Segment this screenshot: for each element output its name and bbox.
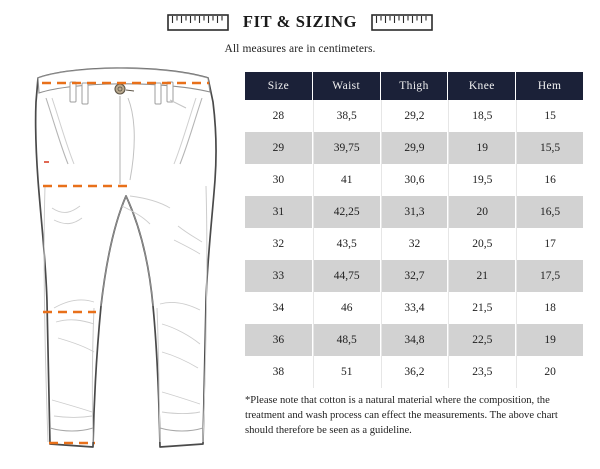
column-header-thigh: Thigh (381, 72, 448, 100)
cell-knee: 19 (448, 132, 515, 164)
column-header-size: Size (245, 72, 312, 100)
cell-size: 33 (245, 260, 312, 292)
cell-hem: 20 (516, 356, 583, 388)
cell-knee: 22,5 (448, 324, 515, 356)
table-row (245, 260, 583, 292)
cell-waist: 51 (313, 356, 380, 388)
cell-thigh: 32,7 (381, 260, 448, 292)
column-header-knee: Knee (448, 72, 515, 100)
cell-hem: 16,5 (516, 196, 583, 228)
table-row (245, 164, 583, 196)
cell-waist: 41 (313, 164, 380, 196)
cell-size: 28 (245, 100, 312, 132)
page-header (0, 0, 600, 55)
ruler-icon-right (371, 14, 433, 31)
table-row (245, 196, 583, 228)
table-head (245, 72, 583, 100)
cell-hem: 17 (516, 228, 583, 260)
cell-size: 38 (245, 356, 312, 388)
cell-size: 34 (245, 292, 312, 324)
cell-thigh: 36,2 (381, 356, 448, 388)
cell-waist: 39,75 (313, 132, 380, 164)
footnote: *Please note that cotton is a natural material where the composition, the treatment and wash process can effect the measurements. The above chart should therefore be seen as a guideline. (245, 395, 558, 437)
size-table (244, 72, 584, 388)
cell-knee: 21,5 (448, 292, 515, 324)
column-header-hem: Hem (516, 72, 583, 100)
cell-hem: 16 (516, 164, 583, 196)
page-title: FIT & SIZING (242, 12, 358, 31)
cell-knee: 23,5 (448, 356, 515, 388)
table-body (245, 100, 583, 388)
cell-waist: 46 (313, 292, 380, 324)
cell-size: 36 (245, 324, 312, 356)
cell-waist: 38,5 (313, 100, 380, 132)
cell-thigh: 32 (381, 228, 448, 260)
table-row (245, 228, 583, 260)
cell-waist: 42,25 (313, 196, 380, 228)
cell-waist: 43,5 (313, 228, 380, 260)
cell-waist: 44,75 (313, 260, 380, 292)
title-row (0, 0, 600, 32)
cell-knee: 20,5 (448, 228, 515, 260)
size-chart (244, 72, 584, 388)
jeans-outline (36, 68, 216, 447)
table-row (245, 356, 583, 388)
cell-waist: 48,5 (313, 324, 380, 356)
table-row (245, 324, 583, 356)
cell-size: 32 (245, 228, 312, 260)
jeans-technical-drawing (10, 56, 238, 460)
cell-thigh: 33,4 (381, 292, 448, 324)
table-row (245, 100, 583, 132)
cell-size: 29 (245, 132, 312, 164)
page-subtitle: All measures are in centimeters. (224, 43, 376, 55)
cell-knee: 19,5 (448, 164, 515, 196)
cell-knee: 18,5 (448, 100, 515, 132)
cell-thigh: 30,6 (381, 164, 448, 196)
table-row (245, 292, 583, 324)
cell-thigh: 34,8 (381, 324, 448, 356)
table-header-row (245, 72, 583, 100)
column-header-waist: Waist (313, 72, 380, 100)
cell-hem: 15,5 (516, 132, 583, 164)
cell-thigh: 31,3 (381, 196, 448, 228)
table-row (245, 132, 583, 164)
cell-hem: 15 (516, 100, 583, 132)
ruler-icon-left (167, 14, 229, 31)
cell-hem: 19 (516, 324, 583, 356)
cell-hem: 17,5 (516, 260, 583, 292)
cell-size: 30 (245, 164, 312, 196)
cell-knee: 20 (448, 196, 515, 228)
cell-thigh: 29,9 (381, 132, 448, 164)
cell-hem: 18 (516, 292, 583, 324)
cell-thigh: 29,2 (381, 100, 448, 132)
cell-size: 31 (245, 196, 312, 228)
cell-knee: 21 (448, 260, 515, 292)
